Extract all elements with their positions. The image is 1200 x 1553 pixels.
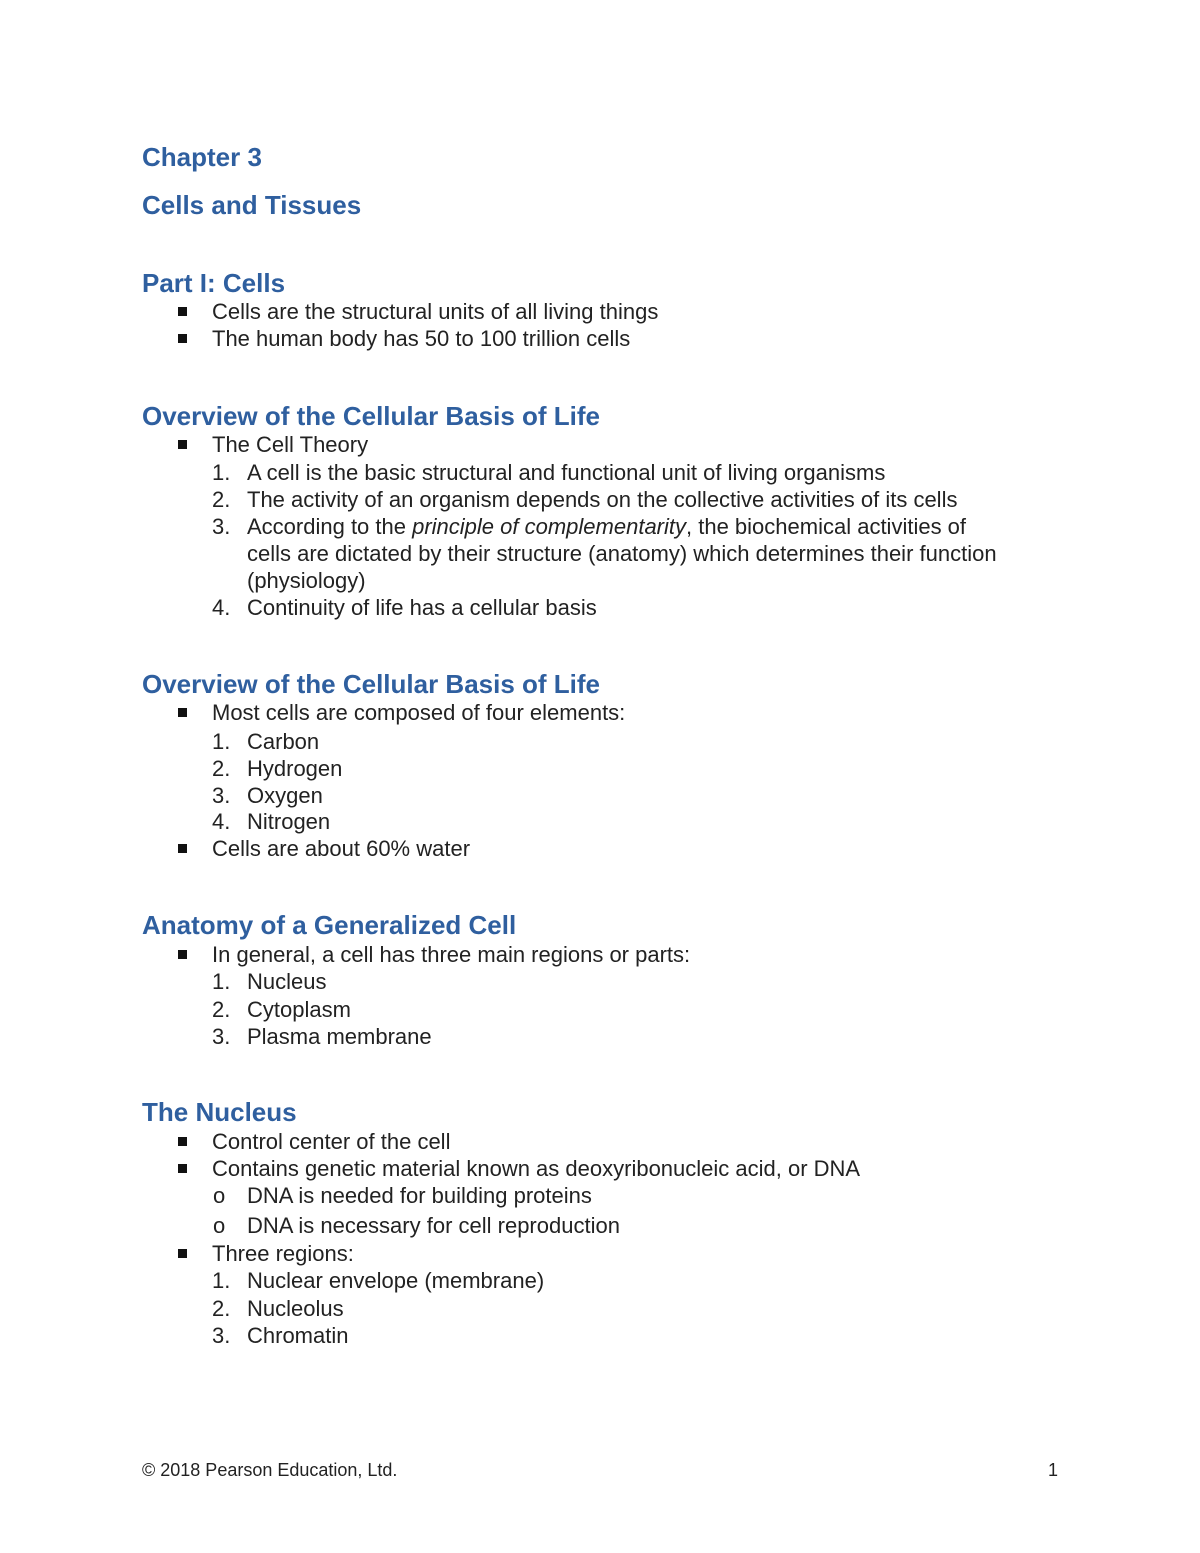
list-number: 2.	[212, 756, 231, 781]
list-item: Most cells are composed of four elements:	[212, 700, 626, 725]
bullet-marker	[178, 440, 187, 449]
chapter-title: Cells and Tissues	[142, 190, 362, 220]
list-number: 1.	[212, 460, 231, 485]
list-item: Three regions:	[212, 1241, 354, 1266]
sub-bullet-marker: o	[213, 1213, 226, 1238]
section-heading-overview-2: Overview of the Cellular Basis of Life	[142, 669, 601, 699]
bullet-marker	[178, 307, 187, 316]
numbered-item-complementarity	[247, 513, 966, 540]
list-number: 3.	[212, 783, 231, 808]
bullet-marker	[178, 1249, 187, 1258]
list-number: 2.	[212, 487, 231, 512]
list-item: In general, a cell has three main regions or parts:	[212, 942, 691, 967]
list-number: 3.	[212, 514, 231, 539]
list-number: 2.	[212, 997, 231, 1022]
numbered-item: Cytoplasm	[247, 997, 351, 1022]
list-item: Contains genetic material known as deoxyribonucleic acid, or DNA	[212, 1156, 861, 1181]
numbered-item: Plasma membrane	[247, 1024, 432, 1049]
section-heading-part-1: Part I: Cells	[142, 268, 286, 298]
numbered-item: Carbon	[247, 729, 320, 754]
numbered-item: Chromatin	[247, 1323, 349, 1348]
copyright-footer: © 2018 Pearson Education, Ltd.	[142, 1460, 398, 1480]
numbered-item: Nucleolus	[247, 1296, 344, 1321]
list-item: Cells are the structural units of all living things	[212, 299, 659, 324]
numbered-item: Nitrogen	[247, 809, 331, 834]
bullet-marker	[178, 950, 187, 959]
list-item: Cells are about 60% water	[212, 836, 471, 861]
numbered-item-continuation: (physiology)	[247, 568, 366, 593]
bullet-marker	[178, 1164, 187, 1173]
bullet-marker	[178, 844, 187, 853]
list-number: 4.	[212, 809, 231, 834]
section-heading-nucleus: The Nucleus	[142, 1097, 297, 1127]
sub-list-item: DNA is necessary for cell reproduction	[247, 1213, 620, 1238]
numbered-item: Nuclear envelope (membrane)	[247, 1268, 545, 1293]
chapter-label: Chapter 3	[142, 142, 262, 172]
numbered-item: Hydrogen	[247, 756, 343, 781]
list-number: 1.	[212, 1268, 231, 1293]
numbered-item: Oxygen	[247, 783, 323, 808]
list-item: Control center of the cell	[212, 1129, 451, 1154]
list-number: 4.	[212, 595, 231, 620]
bullet-marker	[178, 1137, 187, 1146]
list-number: 3.	[212, 1323, 231, 1348]
sub-list-item: DNA is needed for building proteins	[247, 1183, 592, 1208]
emphasis-term: principle of complementarity	[412, 514, 687, 539]
sub-bullet-marker: o	[213, 1183, 226, 1208]
numbered-item: Continuity of life has a cellular basis	[247, 595, 597, 620]
page-number: 1	[1048, 1460, 1059, 1480]
list-number: 1.	[212, 729, 231, 754]
bullet-marker	[178, 334, 187, 343]
numbered-item: The activity of an organism depends on the collective activities of its cells	[247, 487, 958, 512]
bullet-marker	[178, 708, 187, 717]
list-number: 2.	[212, 1296, 231, 1321]
section-heading-overview-1: Overview of the Cellular Basis of Life	[142, 401, 601, 431]
text-run: According to the	[247, 514, 413, 539]
numbered-item: A cell is the basic structural and functional unit of living organisms	[247, 460, 886, 485]
numbered-item-continuation: cells are dictated by their structure (anatomy) which determines their function	[247, 541, 997, 566]
text-run: , the biochemical activities of	[686, 514, 967, 539]
list-number: 1.	[212, 969, 231, 994]
list-item: The Cell Theory	[212, 432, 369, 457]
section-heading-anatomy: Anatomy of a Generalized Cell	[142, 910, 517, 940]
list-item: The human body has 50 to 100 trillion cells	[212, 326, 631, 351]
numbered-item: Nucleus	[247, 969, 327, 994]
list-number: 3.	[212, 1024, 231, 1049]
